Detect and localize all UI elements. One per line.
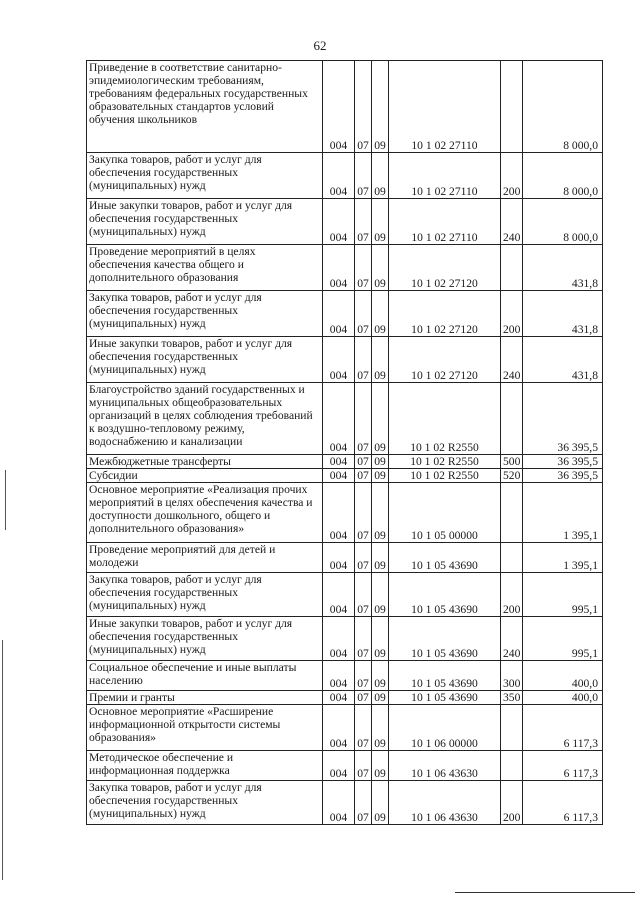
row-csr: 10 1 05 43690: [389, 617, 501, 661]
row-rz: 07: [355, 781, 372, 825]
row-amount: 431,8: [523, 337, 603, 383]
row-csr: 10 1 05 43690: [389, 543, 501, 573]
row-pr: 09: [372, 153, 389, 199]
row-gr: 004: [323, 199, 355, 245]
row-csr: 10 1 02 27110: [389, 153, 501, 199]
page-number: 62: [313, 38, 327, 53]
row-gr: 004: [323, 543, 355, 573]
row-vr: 350: [501, 691, 523, 705]
row-name: Премии и гранты: [87, 691, 323, 705]
row-gr: 004: [323, 691, 355, 705]
row-amount: 36 395,5: [523, 455, 603, 469]
row-name: Субсидии: [87, 469, 323, 483]
row-name: Проведение мероприятий в целях обеспечения качества общего и дополнительного образования: [87, 245, 323, 291]
row-rz: 07: [355, 705, 372, 751]
row-pr: 09: [372, 291, 389, 337]
row-rz: 07: [355, 455, 372, 469]
row-amount: 400,0: [523, 661, 603, 691]
row-amount: 995,1: [523, 617, 603, 661]
row-rz: 07: [355, 573, 372, 617]
row-vr: 200: [501, 573, 523, 617]
table-row: [87, 199, 603, 245]
row-name: Проведение мероприятий для детей и молодежи: [87, 543, 323, 573]
row-name: Закупка товаров, работ и услуг для обеспечения государственных (муниципальных) нужд: [87, 573, 323, 617]
table-row: [87, 617, 603, 661]
row-rz: 07: [355, 691, 372, 705]
table-row: [87, 469, 603, 483]
row-pr: 09: [372, 199, 389, 245]
row-name: Иные закупки товаров, работ и услуг для обеспечения государственных (муниципальных) нужд: [87, 617, 323, 661]
table-row: [87, 383, 603, 455]
row-gr: 004: [323, 245, 355, 291]
row-gr: 004: [323, 573, 355, 617]
row-rz: 07: [355, 617, 372, 661]
row-pr: 09: [372, 617, 389, 661]
table-row: [87, 455, 603, 469]
table-row: [87, 661, 603, 691]
row-name: Закупка товаров, работ и услуг для обеспечения государственных (муниципальных) нужд: [87, 291, 323, 337]
row-vr: 500: [501, 455, 523, 469]
row-vr: 520: [501, 469, 523, 483]
row-name: Социальное обеспечение и иные выплаты населению: [87, 661, 323, 691]
row-name: Основное мероприятие «Реализация прочих мероприятий в целях обеспечения качества и доступности дошкольного, общего и дополнительного образования»: [87, 483, 323, 543]
row-pr: 09: [372, 455, 389, 469]
row-name: Иные закупки товаров, работ и услуг для обеспечения государственных (муниципальных) нужд: [87, 199, 323, 245]
row-csr: 10 1 05 43690: [389, 691, 501, 705]
table-body: [87, 61, 603, 825]
table-row: [87, 543, 603, 573]
row-rz: 07: [355, 469, 372, 483]
row-vr: [501, 245, 523, 291]
row-amount: 6 117,3: [523, 781, 603, 825]
row-pr: 09: [372, 61, 389, 153]
row-gr: 004: [323, 781, 355, 825]
row-rz: 07: [355, 291, 372, 337]
row-name: Закупка товаров, работ и услуг для обеспечения государственных (муниципальных) нужд: [87, 153, 323, 199]
row-amount: 8 000,0: [523, 153, 603, 199]
row-rz: 07: [355, 61, 372, 153]
row-gr: 004: [323, 661, 355, 691]
row-name: Иные закупки товаров, работ и услуг для обеспечения государственных (муниципальных) нужд: [87, 337, 323, 383]
row-gr: 004: [323, 153, 355, 199]
row-amount: 6 117,3: [523, 751, 603, 781]
row-pr: 09: [372, 337, 389, 383]
table-row: [87, 337, 603, 383]
table-row: [87, 705, 603, 751]
row-vr: [501, 751, 523, 781]
row-rz: 07: [355, 245, 372, 291]
table-row: [87, 61, 603, 153]
row-amount: 400,0: [523, 691, 603, 705]
row-csr: 10 1 02 R2550: [389, 455, 501, 469]
row-csr: 10 1 02 27110: [389, 61, 501, 153]
row-amount: 8 000,0: [523, 61, 603, 153]
row-csr: 10 1 02 27120: [389, 245, 501, 291]
row-name: Межбюджетные трансферты: [87, 455, 323, 469]
row-pr: 09: [372, 543, 389, 573]
row-gr: 004: [323, 455, 355, 469]
row-amount: 6 117,3: [523, 705, 603, 751]
row-name: Благоустройство зданий государственных и муниципальных общеобразовательных организаций в целях соблюдения требований к воздушно-тепловому режиму, водоснабжению и канализации: [87, 383, 323, 455]
row-rz: 07: [355, 153, 372, 199]
row-csr: 10 1 02 27110: [389, 199, 501, 245]
table-row: [87, 291, 603, 337]
table-row: [87, 153, 603, 199]
row-vr: [501, 383, 523, 455]
row-rz: 07: [355, 483, 372, 543]
row-amount: 431,8: [523, 245, 603, 291]
row-gr: 004: [323, 291, 355, 337]
row-pr: 09: [372, 383, 389, 455]
table-row: [87, 751, 603, 781]
row-rz: 07: [355, 199, 372, 245]
row-pr: 09: [372, 573, 389, 617]
row-vr: [501, 705, 523, 751]
row-vr: 200: [501, 781, 523, 825]
row-pr: 09: [372, 705, 389, 751]
row-gr: 004: [323, 705, 355, 751]
table-row: [87, 691, 603, 705]
row-csr: 10 1 05 43690: [389, 573, 501, 617]
row-gr: 004: [323, 337, 355, 383]
row-amount: 1 395,1: [523, 483, 603, 543]
row-pr: 09: [372, 781, 389, 825]
row-name: Закупка товаров, работ и услуг для обеспечения государственных (муниципальных) нужд: [87, 781, 323, 825]
row-amount: 8 000,0: [523, 199, 603, 245]
row-csr: 10 1 05 43690: [389, 661, 501, 691]
row-name: Приведение в соответствие санитарно-эпидемиологическим требованиям, требованиям федеральных государственных образовательных стандартов условий обучения школьников: [87, 61, 323, 153]
row-csr: 10 1 06 43630: [389, 751, 501, 781]
row-vr: 200: [501, 291, 523, 337]
scan-margin-line: [5, 470, 6, 530]
row-gr: 004: [323, 61, 355, 153]
row-pr: 09: [372, 483, 389, 543]
row-csr: 10 1 06 43630: [389, 781, 501, 825]
row-gr: 004: [323, 469, 355, 483]
row-rz: 07: [355, 661, 372, 691]
table-row: [87, 245, 603, 291]
row-csr: 10 1 02 27120: [389, 337, 501, 383]
row-name: Основное мероприятие «Расширение информационной открытости системы образования»: [87, 705, 323, 751]
row-vr: 200: [501, 153, 523, 199]
row-pr: 09: [372, 245, 389, 291]
row-amount: 36 395,5: [523, 383, 603, 455]
row-csr: 10 1 02 27120: [389, 291, 501, 337]
row-amount: 1 395,1: [523, 543, 603, 573]
row-vr: 300: [501, 661, 523, 691]
row-csr: 10 1 05 00000: [389, 483, 501, 543]
row-vr: [501, 61, 523, 153]
row-csr: 10 1 06 00000: [389, 705, 501, 751]
row-vr: 240: [501, 617, 523, 661]
table-row: [87, 781, 603, 825]
row-rz: 07: [355, 383, 372, 455]
row-gr: 004: [323, 751, 355, 781]
row-rz: 07: [355, 543, 372, 573]
row-pr: 09: [372, 691, 389, 705]
row-gr: 004: [323, 383, 355, 455]
row-rz: 07: [355, 337, 372, 383]
row-pr: 09: [372, 661, 389, 691]
table-row: [87, 573, 603, 617]
row-csr: 10 1 02 R2550: [389, 383, 501, 455]
row-csr: 10 1 02 R2550: [389, 469, 501, 483]
budget-table: [86, 60, 603, 825]
row-vr: 240: [501, 199, 523, 245]
row-amount: 36 395,5: [523, 469, 603, 483]
row-pr: 09: [372, 469, 389, 483]
row-gr: 004: [323, 617, 355, 661]
row-vr: 240: [501, 337, 523, 383]
row-vr: [501, 483, 523, 543]
row-pr: 09: [372, 751, 389, 781]
footer-rule: [455, 892, 635, 893]
row-rz: 07: [355, 751, 372, 781]
row-vr: [501, 543, 523, 573]
scan-margin-line: [2, 640, 3, 880]
row-amount: 431,8: [523, 291, 603, 337]
row-amount: 995,1: [523, 573, 603, 617]
table-row: [87, 483, 603, 543]
row-name: Методическое обеспечение и информационная поддержка: [87, 751, 323, 781]
row-gr: 004: [323, 483, 355, 543]
